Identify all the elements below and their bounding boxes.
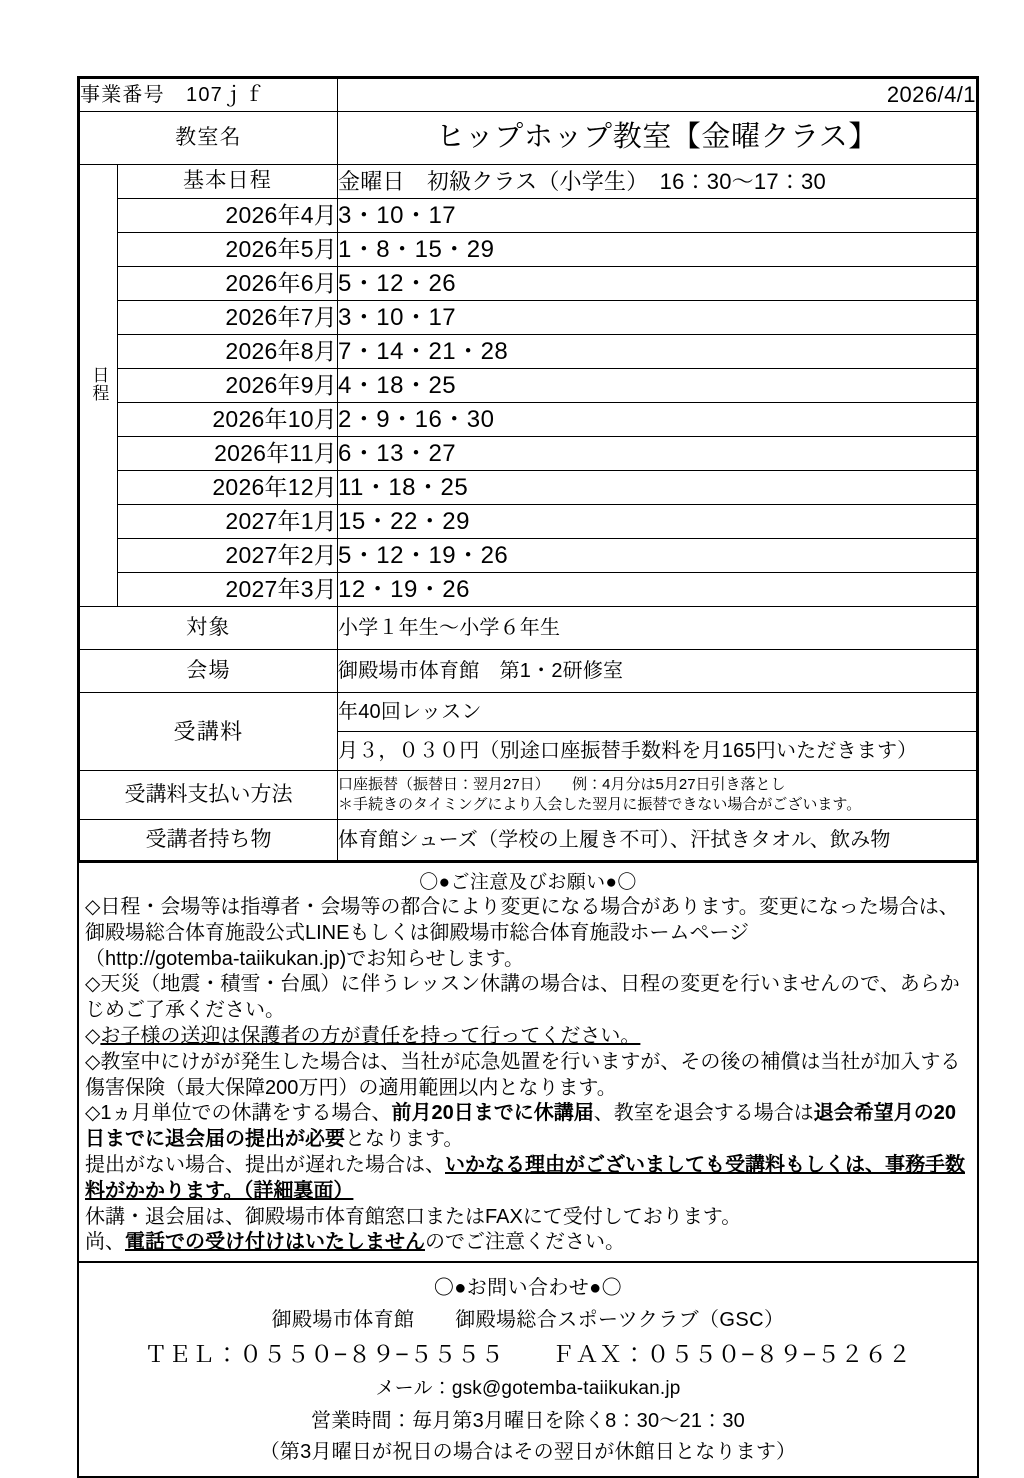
schedule-days: 5・12・26 xyxy=(338,267,977,301)
payment-line-1: 口座振替（振替日：翌月27日） 例：4月分は5月27日引き落とし xyxy=(338,776,786,794)
note-line-5: ◇教室中にけがが発生した場合は、当社が応急処置を行いますが、その後の補償は当社が加入する傷害保険（最大保障200万円）の適用範囲以内となります。 xyxy=(85,1050,961,1099)
contact-organization: 御殿場市体育館 御殿場総合スポーツクラブ（GSC） xyxy=(271,1309,785,1332)
table-row-class-name xyxy=(80,112,977,165)
basic-schedule-value: 金曜日 初級クラス（小学生） 16：30〜17：30 xyxy=(338,165,977,199)
basic-schedule-label: 基本日程 xyxy=(118,165,338,199)
schedule-month: 2026年9月 xyxy=(118,369,338,403)
note-line-4-underlined: お子様の送迎は保護者の方が責任を持って行ってください。 xyxy=(100,1024,641,1047)
note-line-1: ◇日程・会場等は指導者・会場等の都合により変更になる場合があります。変更になった場合は、御殿場総合体育施設公式LINEもしくは御殿場市総合体育施設ホームページ xyxy=(85,896,959,944)
note-line-6-e: となります。 xyxy=(345,1128,464,1151)
contact-heading: 〇●お問い合わせ●〇 xyxy=(433,1277,623,1300)
venue-label: 会場 xyxy=(80,650,338,693)
payment-line-2: ＊手続きのタイミングにより入会した翌月に振替できない場合がございます。 xyxy=(338,796,862,813)
schedule-month: 2027年1月 xyxy=(118,505,338,539)
note-line-9 xyxy=(85,1230,971,1256)
table-row xyxy=(80,403,977,437)
note-line-4 xyxy=(85,1024,971,1050)
schedule-month: 2026年5月 xyxy=(118,233,338,267)
fee-value-lessons: 年40回レッスン xyxy=(338,693,977,732)
schedule-days: 6・13・27 xyxy=(338,437,977,471)
table-row xyxy=(80,233,977,267)
class-name-label: 教室名 xyxy=(80,112,338,165)
bring-value: 体育館シューズ（学校の上履き不可）、汗拭きタオル、飲み物 xyxy=(338,820,977,861)
schedule-days: 1・8・15・29 xyxy=(338,233,977,267)
table-row-bring xyxy=(80,820,977,861)
notes-section xyxy=(79,861,977,1263)
schedule-vertical-label xyxy=(80,165,118,607)
schedule-days: 4・18・25 xyxy=(338,369,977,403)
table-row-venue xyxy=(80,650,977,693)
table-row-payment xyxy=(80,771,977,820)
note-line-6-d: 退会希望月の20日までに退会届の提出が必要 xyxy=(85,1102,957,1151)
schedule-days: 12・19・26 xyxy=(338,573,977,607)
note-line-6-a: ◇1ヵ月単位での休講をする場合、 xyxy=(85,1102,392,1125)
schedule-month: 2026年7月 xyxy=(118,301,338,335)
table-row xyxy=(80,471,977,505)
schedule-days: 15・22・29 xyxy=(338,505,977,539)
contact-business-hours: 営業時間：毎月第3月曜日を除く8：30〜21：30 xyxy=(311,1410,745,1433)
notes-heading: 〇●ご注意及びお願い●〇 xyxy=(419,872,637,893)
table-row xyxy=(80,369,977,403)
schedule-month: 2026年10月 xyxy=(118,403,338,437)
table-row-target xyxy=(80,607,977,650)
note-line-3: ◇天災（地震・積雪・台風）に伴うレッスン休講の場合は、日程の変更を行いませんので、あらかじめご了承ください。 xyxy=(85,973,960,1022)
note-line-6-c: 、教室を退会する場合は xyxy=(593,1102,814,1125)
schedule-month: 2026年11月 xyxy=(118,437,338,471)
schedule-days: 3・10・17 xyxy=(338,301,977,335)
payment-label: 受講料支払い方法 xyxy=(80,771,338,820)
note-line-4-prefix: ◇ xyxy=(85,1024,101,1047)
note-line-7 xyxy=(85,1153,971,1205)
table-row-header xyxy=(80,79,977,112)
schedule-days: 5・12・19・26 xyxy=(338,539,977,573)
flyer-sheet xyxy=(77,76,979,1478)
issue-date: 2026/4/1 xyxy=(338,79,977,112)
table-row xyxy=(80,199,977,233)
note-line-8: 休講・退会届は、御殿場市体育館窓口またはFAXにて受付しております。 xyxy=(85,1205,742,1228)
table-row xyxy=(80,267,977,301)
schedule-vertical-label-text: 日程 xyxy=(89,365,109,402)
schedule-month: 2026年4月 xyxy=(118,199,338,233)
table-row xyxy=(80,335,977,369)
target-value: 小学１年生〜小学６年生 xyxy=(338,607,977,650)
venue-value: 御殿場市体育館 第1・2研修室 xyxy=(338,650,977,693)
schedule-days: 3・10・17 xyxy=(338,199,977,233)
contact-holiday-note: （第3月曜日が祝日の場合はその翌日が休館日となります） xyxy=(259,1441,797,1464)
fee-value-amount: 月３，０３０円（別途口座振替手数料を月165円いただきます） xyxy=(338,732,977,771)
schedule-days: 2・9・16・30 xyxy=(338,403,977,437)
class-name-value: ヒップホップ教室【金曜クラス】 xyxy=(338,112,977,165)
note-line-9-c: のでご注意ください。 xyxy=(425,1231,625,1254)
bring-label: 受講者持ち物 xyxy=(80,820,338,861)
schedule-days: 11・18・25 xyxy=(338,471,977,505)
target-label: 対象 xyxy=(80,607,338,650)
notes-body xyxy=(85,895,971,1256)
table-row xyxy=(80,539,977,573)
note-line-6-b: 前月20日までに休講届 xyxy=(391,1102,594,1125)
table-row xyxy=(80,437,977,471)
table-row xyxy=(80,573,977,607)
schedule-days: 7・14・21・28 xyxy=(338,335,977,369)
table-row-basic-schedule xyxy=(80,165,977,199)
note-line-7-b: いかなる理由がございましても受講料もしくは、事務手数料がかかります。（詳細裏面） xyxy=(85,1153,965,1202)
schedule-month: 2026年6月 xyxy=(118,267,338,301)
note-line-7-a: 提出がない場合、提出が遅れた場合は、 xyxy=(85,1153,445,1176)
contact-email: メール：gsk@gotemba-taiikukan.jp xyxy=(375,1378,681,1400)
contact-section xyxy=(79,1263,977,1476)
fee-label: 受講料 xyxy=(80,693,338,771)
project-number: 事業番号 107ｊｆ xyxy=(80,79,338,112)
contact-tel-fax: ＴＥＬ：０５５０−８９−５５５５ ＦＡＸ：０５５０−８９−５２６２ xyxy=(144,1341,912,1368)
table-row xyxy=(80,301,977,335)
schedule-month: 2027年3月 xyxy=(118,573,338,607)
schedule-month: 2026年8月 xyxy=(118,335,338,369)
schedule-month: 2026年12月 xyxy=(118,471,338,505)
table-row xyxy=(80,505,977,539)
table-row-fee-lessons xyxy=(80,693,977,732)
payment-value xyxy=(338,771,977,820)
note-line-6 xyxy=(85,1101,971,1153)
note-line-9-a: 尚、 xyxy=(85,1231,125,1254)
course-info-table xyxy=(79,78,977,861)
note-line-2: （http://gotemba-taiikukan.jp)でお知らせします。 xyxy=(85,947,525,970)
schedule-month: 2027年2月 xyxy=(118,539,338,573)
note-line-9-b: 電話での受け付けはいたしません xyxy=(125,1231,425,1254)
